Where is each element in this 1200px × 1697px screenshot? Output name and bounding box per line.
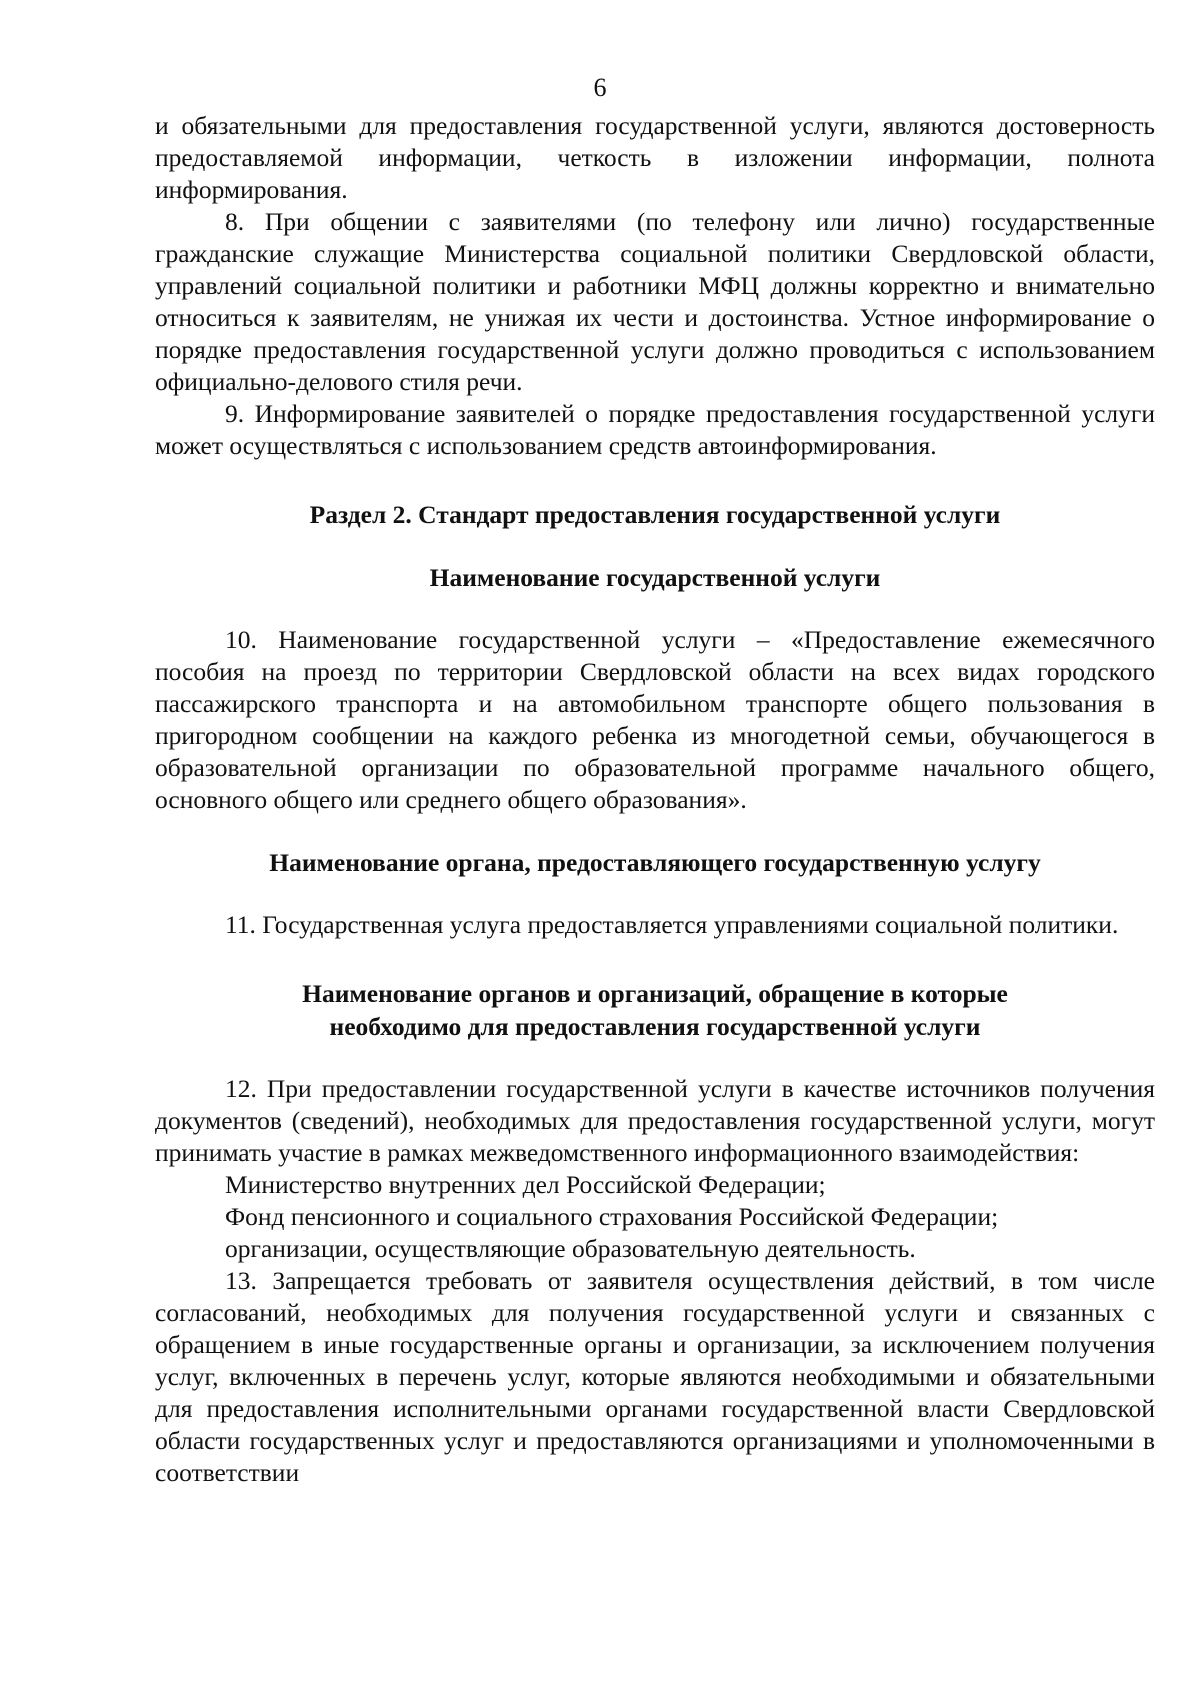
paragraph-9: 9. Информирование заявителей о порядке предоставления государственной услуги может осуществляться с использованием средств автоинформирования. xyxy=(155,399,1155,460)
list-item: организации, осуществляющие образовательную деятельность. xyxy=(225,1234,916,1263)
subsection-heading-bodies-line1: Наименование органов и организаций, обращение в которые xyxy=(302,979,1008,1008)
document-body xyxy=(155,110,1155,1489)
subsection-heading-bodies xyxy=(155,977,1155,1043)
paragraph-continuation: и обязательными для предоставления государственной услуги, являются достоверность предоставляемой информации, четкость в изложении информации, полнота информирования. xyxy=(155,111,1155,204)
paragraph-11: 11. Государственная услуга предоставляется управлениями социальной политики. xyxy=(225,910,1119,939)
paragraph-13: 13. Запрещается требовать от заявителя осуществления действий, в том числе согласований, необходимых для получения государственной услуги и связанных с обращением в иные государственные органы и организации, за исключением получения услуг, включенных в перечень услуг, которые являются необходимыми и обязательными для предоставления исполнительными органами государственной власти Свердловской области государственных услуг и предоставляются организациями и уполномоченными в соответствии xyxy=(155,1266,1155,1487)
subsection-heading-bodies-line2: необходимо для предоставления государственной услуги xyxy=(329,1012,981,1041)
paragraph-10: 10. Наименование государственной услуги – «Предоставление ежемесячного пособия на проезд по территории Свердловской области на всех видах городского пассажирского транспорта и на автомобильном транспорте общего пользования в пригородном сообщении на каждого ребенка из многодетной семьи, обучающегося в образовательной организации по образовательной программе начального общего, основного общего или среднего общего образования». xyxy=(155,625,1155,814)
list-item: Министерство внутренних дел Российской Федерации; xyxy=(225,1170,826,1199)
paragraph-8: 8. При общении с заявителями (по телефону или лично) государственные гражданские служащие Министерства социальной политики Свердловской области, управлений социальной политики и работники МФЦ должны корректно и внимательно относиться к заявителям, не унижая их чести и достоинства. Устное информирование о порядке предоставления государственной услуги должно проводиться с использованием официально-делового стиля речи. xyxy=(155,207,1155,396)
list-item: Фонд пенсионного и социального страхования Российской Федерации; xyxy=(225,1202,999,1231)
subsection-heading-provider: Наименование органа, предоставляющего государственную услугу xyxy=(269,848,1041,877)
subsection-heading-service-name: Наименование государственной услуги xyxy=(429,563,881,592)
paragraph-12: 12. При предоставлении государственной услуги в качестве источников получения документов (сведений), необходимых для предоставления государственной услуги, могут принимать участие в рамках межведомственного информационного взаимодействия: xyxy=(155,1074,1155,1167)
page-number: 6 xyxy=(593,73,607,102)
section-heading: Раздел 2. Стандарт предоставления государственной услуги xyxy=(309,500,1001,529)
